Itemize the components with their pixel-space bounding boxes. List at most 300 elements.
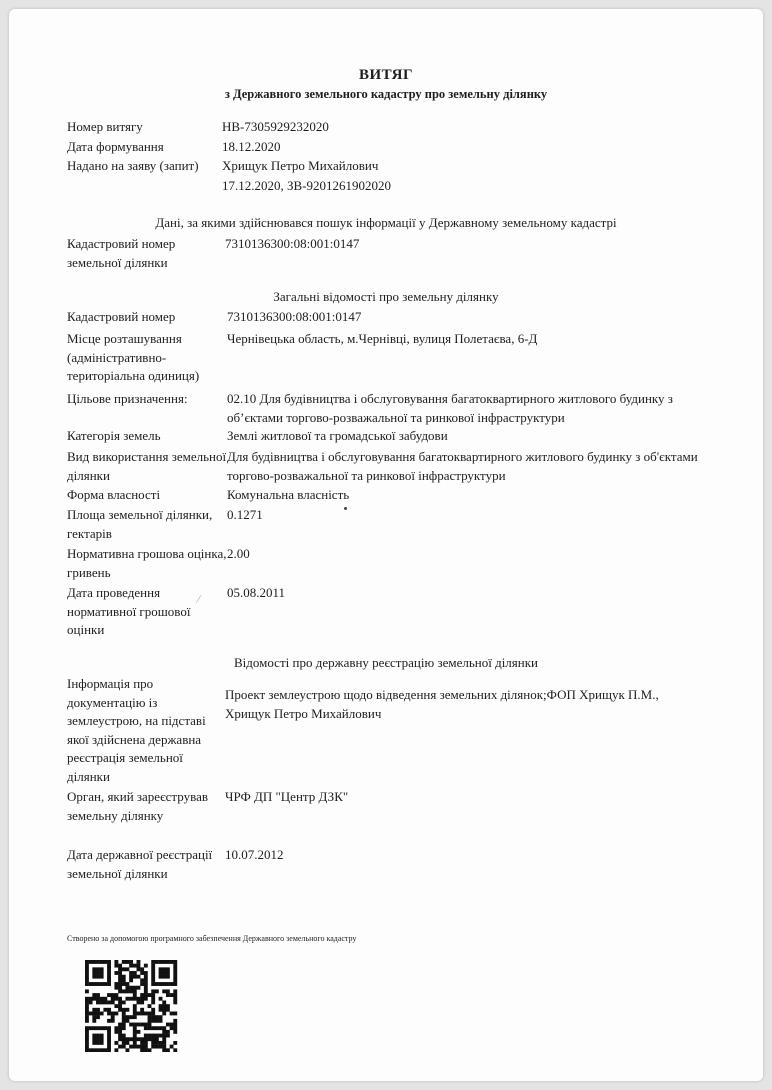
qr-module (100, 1048, 104, 1052)
qr-module (125, 967, 129, 971)
qr-module (96, 1012, 100, 1016)
qr-module (125, 982, 129, 986)
qr-module (85, 1048, 89, 1052)
search-cadastral-label: Кадастровий номер земельної ділянки (67, 236, 176, 270)
qr-module (122, 982, 126, 986)
registration-label: Інформація про документацію із землеустрою, на підставі якої здійснена державна реєстрація земельної ділянки (67, 676, 206, 784)
qr-module (85, 967, 89, 971)
qr-module (151, 960, 155, 964)
general-label: Дата проведення нормативної грошової оцінки (67, 585, 191, 637)
qr-module (144, 986, 148, 990)
qr-module (100, 997, 104, 1001)
qr-module (89, 997, 93, 1001)
qr-module (137, 975, 141, 979)
qr-module (166, 1004, 170, 1008)
qr-module (96, 960, 100, 964)
request-ref-value: 17.12.2020, ЗВ-9201261902020 (222, 177, 392, 193)
general-value: 0.1271 (227, 507, 263, 522)
qr-module (151, 1026, 155, 1030)
qr-module (159, 967, 163, 971)
qr-module (133, 1034, 137, 1038)
qr-module (125, 989, 129, 993)
general-row-valuation (67, 545, 707, 582)
general-label: Категорія земель (67, 428, 161, 443)
qr-module (144, 1026, 148, 1030)
qr-module (170, 1012, 174, 1016)
qr-module (114, 1030, 118, 1034)
qr-module (96, 1015, 100, 1019)
qr-module (96, 971, 100, 975)
qr-module (140, 993, 144, 997)
qr-module (162, 967, 166, 971)
extract-number-value: НВ-7305929232020 (222, 119, 329, 134)
qr-module (129, 989, 133, 993)
general-value: Землі житлової та громадської забудови (227, 428, 448, 443)
qr-module (170, 960, 174, 964)
qr-module (85, 1030, 89, 1034)
qr-module (162, 1034, 166, 1038)
qr-module (144, 978, 148, 982)
qr-module (100, 1034, 104, 1038)
qr-module (96, 975, 100, 979)
qr-module (85, 1019, 89, 1023)
qr-module (100, 1037, 104, 1041)
qr-module (137, 1000, 141, 1004)
qr-module (148, 1037, 152, 1041)
qr-module (85, 1037, 89, 1041)
qr-module (173, 975, 177, 979)
qr-module (122, 1012, 126, 1016)
qr-module (173, 1023, 177, 1027)
qr-module (107, 1000, 111, 1004)
qr-module (148, 1019, 152, 1023)
registration-value: Проект землеустрою щодо відведення земельних ділянок;ФОП Хрищук П.М., Хрищук Петро Михайлович (225, 687, 659, 721)
qr-module (148, 1034, 152, 1038)
qr-module (118, 1004, 122, 1008)
qr-module (107, 964, 111, 968)
qr-module (114, 1041, 118, 1045)
qr-module (173, 989, 177, 993)
qr-module (170, 1023, 174, 1027)
qr-module (173, 982, 177, 986)
qr-module (122, 1034, 126, 1038)
qr-module (140, 1048, 144, 1052)
qr-module (162, 989, 166, 993)
qr-module (144, 982, 148, 986)
qr-module (96, 997, 100, 1001)
qr-module (125, 1015, 129, 1019)
qr-module (107, 1037, 111, 1041)
qr-module (173, 978, 177, 982)
qr-module (159, 982, 163, 986)
qr-module (137, 1030, 141, 1034)
qr-module (92, 1012, 96, 1016)
qr-module (107, 1041, 111, 1045)
footer-note: Створено за допомогою програмного забезпечення Державного земельного кадастру (67, 934, 357, 943)
formation-date-value: 18.12.2020 (222, 138, 281, 154)
qr-module (137, 1023, 141, 1027)
general-value: 02.10 Для будівництва і обслуговування багатоквартирного житлового будинку з об’єктами торгово-розважальної та ринкової інфраструктури (227, 391, 673, 425)
qr-module (162, 1045, 166, 1049)
qr-module (148, 1004, 152, 1008)
qr-module (107, 982, 111, 986)
qr-module (148, 993, 152, 997)
qr-module (129, 978, 133, 982)
qr-module (100, 1041, 104, 1045)
formation-date-label: Дата формування (67, 138, 164, 154)
qr-module (173, 1041, 177, 1045)
qr-module (144, 993, 148, 997)
qr-module (129, 971, 133, 975)
qr-module (125, 1008, 129, 1012)
qr-module (89, 1012, 93, 1016)
qr-module (85, 1041, 89, 1045)
qr-module (166, 1030, 170, 1034)
qr-module (118, 997, 122, 1001)
qr-module (140, 978, 144, 982)
qr-module (133, 1045, 137, 1049)
scan-mark: / (195, 590, 203, 607)
document-subtitle: з Державного земельного кадастру про земельну ділянку (224, 87, 548, 101)
qr-module (85, 960, 89, 964)
qr-module (103, 1000, 107, 1004)
qr-module (96, 1000, 100, 1004)
qr-module (137, 967, 141, 971)
registration-value: ЧРФ ДП "Центр ДЗК" (225, 789, 349, 804)
qr-module (85, 997, 89, 1001)
qr-module (100, 960, 104, 964)
qr-module (144, 1023, 148, 1027)
qr-module (85, 1008, 89, 1012)
qr-module (96, 1037, 100, 1041)
qr-module (133, 964, 137, 968)
qr-module (151, 1019, 155, 1023)
qr-module (107, 1048, 111, 1052)
qr-module (111, 993, 115, 997)
qr-module (144, 975, 148, 979)
qr-module (166, 1034, 170, 1038)
qr-module (133, 1008, 137, 1012)
qr-module (114, 997, 118, 1001)
qr-module (137, 1045, 141, 1049)
qr-module (148, 1023, 152, 1027)
qr-module (118, 964, 122, 968)
qr-module (122, 960, 126, 964)
qr-module (159, 1015, 163, 1019)
qr-module (129, 964, 133, 968)
qr-module (129, 975, 133, 979)
general-label: Вид використання земельної ділянки (67, 449, 227, 483)
qr-module (166, 967, 170, 971)
qr-module (144, 1034, 148, 1038)
qr-module (118, 1045, 122, 1049)
qr-module (100, 971, 104, 975)
qr-code-icon (82, 960, 180, 1057)
qr-module (118, 1008, 122, 1012)
qr-module (92, 1048, 96, 1052)
qr-module (114, 982, 118, 986)
qr-module (92, 1026, 96, 1030)
qr-module (151, 1000, 155, 1004)
qr-module (111, 1015, 115, 1019)
qr-module (159, 1008, 163, 1012)
registration-row-authority (67, 788, 705, 825)
requested-by-row (67, 156, 391, 176)
qr-module (100, 1000, 104, 1004)
qr-module (96, 993, 100, 997)
qr-module (148, 1012, 152, 1016)
registration-value: 10.07.2012 (225, 847, 284, 862)
qr-module (173, 964, 177, 968)
qr-module (92, 982, 96, 986)
qr-module (166, 960, 170, 964)
general-row-cadastral (67, 308, 707, 327)
qr-module (100, 1012, 104, 1016)
registration-section-heading: Відомості про державну реєстрацію земельної ділянки (233, 655, 539, 670)
qr-module (100, 982, 104, 986)
qr-module (162, 1012, 166, 1016)
qr-module (162, 1037, 166, 1041)
qr-module (151, 1008, 155, 1012)
qr-module (107, 1030, 111, 1034)
qr-module (173, 1019, 177, 1023)
general-value: Комунальна власність (227, 487, 350, 502)
general-label: Цільове призначення: (67, 391, 188, 406)
qr-module (173, 997, 177, 1001)
qr-module (162, 1008, 166, 1012)
qr-module (122, 1041, 126, 1045)
qr-module (151, 978, 155, 982)
qr-module (162, 1026, 166, 1030)
qr-module (100, 1026, 104, 1030)
qr-module (92, 1041, 96, 1045)
qr-module (173, 993, 177, 997)
qr-module (122, 1037, 126, 1041)
qr-module (89, 960, 93, 964)
qr-module (151, 964, 155, 968)
qr-module (173, 1026, 177, 1030)
general-row-area (67, 506, 707, 543)
qr-module (122, 1008, 126, 1012)
qr-module (137, 1037, 141, 1041)
qr-module (107, 978, 111, 982)
qr-module (96, 982, 100, 986)
qr-module (140, 1000, 144, 1004)
search-cadastral-row (67, 235, 705, 272)
qr-module (107, 1012, 111, 1016)
qr-module (122, 1045, 126, 1049)
qr-module (133, 986, 137, 990)
qr-module (133, 1026, 137, 1030)
qr-module (133, 1041, 137, 1045)
qr-module (144, 964, 148, 968)
request-ref-row (67, 176, 391, 196)
qr-module (133, 1004, 137, 1008)
qr-module (85, 1004, 89, 1008)
qr-module (159, 1026, 163, 1030)
qr-module (122, 975, 126, 979)
qr-module (159, 1034, 163, 1038)
qr-module (118, 1030, 122, 1034)
qr-module (148, 1048, 152, 1052)
qr-module (133, 997, 137, 1001)
qr-module (114, 1048, 118, 1052)
qr-module (96, 1048, 100, 1052)
qr-module (122, 978, 126, 982)
qr-module (85, 1026, 89, 1030)
qr-module (155, 1015, 159, 1019)
qr-module (162, 975, 166, 979)
scan-dot (344, 507, 347, 510)
qr-module (92, 1015, 96, 1019)
requested-by-label: Надано на заяву (запит) (67, 158, 199, 173)
qr-module (133, 1023, 137, 1027)
qr-module (125, 1019, 129, 1023)
qr-module (92, 1037, 96, 1041)
qr-module (162, 1041, 166, 1045)
qr-module (107, 1045, 111, 1049)
qr-module (125, 1048, 129, 1052)
qr-module (162, 1048, 166, 1052)
search-cadastral-value: 7310136300:08:001:0147 (225, 236, 360, 251)
qr-module (125, 997, 129, 1001)
qr-module (159, 975, 163, 979)
qr-module (151, 971, 155, 975)
qr-module (107, 993, 111, 997)
qr-module (173, 1048, 177, 1052)
qr-module (140, 971, 144, 975)
qr-module (133, 1030, 137, 1034)
qr-module (122, 1000, 126, 1004)
qr-module (85, 971, 89, 975)
qr-module (85, 964, 89, 968)
qr-module (133, 989, 137, 993)
qr-module (125, 986, 129, 990)
qr-module (125, 960, 129, 964)
qr-module (118, 982, 122, 986)
requested-by-value: Хрищук Петро Михайлович (222, 158, 379, 173)
qr-module (129, 1015, 133, 1019)
qr-module (144, 1037, 148, 1041)
qr-module (96, 1034, 100, 1038)
qr-module (155, 982, 159, 986)
qr-module (111, 1012, 115, 1016)
qr-module (166, 1048, 170, 1052)
general-row-location (67, 330, 707, 386)
qr-module (151, 1037, 155, 1041)
qr-module (162, 1030, 166, 1034)
qr-module (162, 982, 166, 986)
qr-module (140, 1023, 144, 1027)
qr-module (114, 1012, 118, 1016)
qr-module (129, 997, 133, 1001)
extract-number-row (67, 117, 391, 137)
registration-row-documentation (67, 675, 705, 786)
qr-module (114, 1004, 118, 1008)
qr-module (140, 1037, 144, 1041)
general-label: Кадастровий номер (67, 309, 176, 324)
registration-label: Орган, який зареєстрував земельну ділянку (67, 789, 208, 823)
qr-module (144, 997, 148, 1001)
qr-module (140, 1008, 144, 1012)
qr-module (162, 1000, 166, 1004)
qr-module (155, 1026, 159, 1030)
qr-module (144, 1048, 148, 1052)
qr-module (144, 1041, 148, 1045)
qr-module (155, 1034, 159, 1038)
qr-module (170, 1026, 174, 1030)
qr-module (151, 1015, 155, 1019)
qr-module (151, 1034, 155, 1038)
qr-module (92, 1008, 96, 1012)
qr-module (133, 1015, 137, 1019)
qr-module (92, 997, 96, 1001)
qr-module (118, 971, 122, 975)
qr-module (151, 993, 155, 997)
qr-module (151, 989, 155, 993)
qr-module (96, 967, 100, 971)
qr-module (151, 1041, 155, 1045)
qr-module (114, 986, 118, 990)
qr-module (173, 1030, 177, 1034)
qr-module (162, 971, 166, 975)
qr-module (103, 960, 107, 964)
qr-module (122, 989, 126, 993)
general-value: 7310136300:08:001:0147 (227, 309, 362, 324)
qr-module (92, 967, 96, 971)
qr-module (96, 1026, 100, 1030)
qr-module (111, 997, 115, 1001)
qr-module (85, 1000, 89, 1004)
qr-module (92, 1019, 96, 1023)
general-row-purpose (67, 390, 707, 427)
qr-module (103, 1048, 107, 1052)
qr-module (118, 1037, 122, 1041)
qr-module (96, 1008, 100, 1012)
qr-module (89, 1000, 93, 1004)
qr-module (155, 1041, 159, 1045)
qr-module (103, 1026, 107, 1030)
qr-module (173, 971, 177, 975)
qr-module (85, 982, 89, 986)
qr-module (122, 1015, 126, 1019)
general-value: Для будівництва і обслуговування багатоквартирного житлового будинку з об'єктами торгово-розважальної та ринкової інфраструктури (227, 449, 698, 483)
qr-module (107, 1026, 111, 1030)
qr-module (114, 964, 118, 968)
qr-module (166, 982, 170, 986)
qr-module (151, 975, 155, 979)
qr-module (173, 1000, 177, 1004)
qr-module (125, 1041, 129, 1045)
qr-module (100, 967, 104, 971)
qr-module (170, 982, 174, 986)
formation-date-row (67, 137, 391, 157)
qr-module (129, 1037, 133, 1041)
qr-module (92, 1034, 96, 1038)
qr-module (137, 964, 141, 968)
document-page (9, 9, 763, 1081)
qr-module (111, 1019, 115, 1023)
qr-module (96, 1041, 100, 1045)
qr-module (144, 971, 148, 975)
qr-module (85, 1034, 89, 1038)
qr-module (111, 1000, 115, 1004)
qr-module (114, 1026, 118, 1030)
general-label: Місце розташування (адміністративно-територіальна одиниця) (67, 331, 200, 383)
search-section-heading: Дані, за якими здійснювався пошук інформації у Державному земельному кадастрі (155, 215, 617, 230)
qr-module (118, 989, 122, 993)
qr-module (114, 960, 118, 964)
